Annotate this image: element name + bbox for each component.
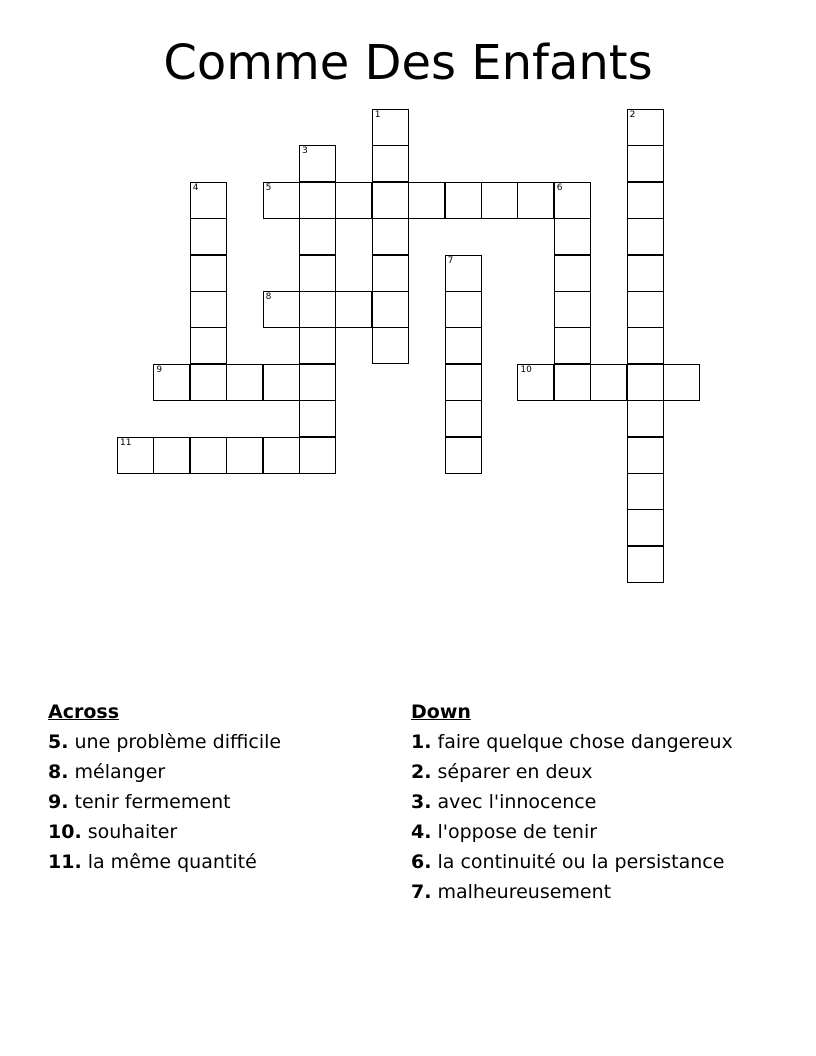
grid-cell[interactable] [226, 364, 263, 401]
puzzle-title: Comme Des Enfants [163, 35, 653, 91]
grid-cell[interactable] [445, 437, 482, 474]
clue-across-10: 10. souhaiter [48, 821, 178, 843]
grid-cell[interactable] [190, 255, 227, 292]
grid-cell[interactable] [372, 182, 409, 219]
grid-cell[interactable] [627, 546, 664, 583]
grid-cell[interactable] [590, 364, 627, 401]
grid-cell[interactable] [372, 327, 409, 364]
grid-cell[interactable] [627, 255, 664, 292]
grid-cell[interactable] [117, 437, 154, 474]
grid-cell[interactable] [663, 364, 700, 401]
clue-down-4: 4. l'oppose de tenir [411, 821, 598, 843]
grid-cell[interactable] [517, 182, 554, 219]
clue-number: 8 [265, 292, 272, 302]
clue-across-11: 11. la même quantité [48, 851, 257, 873]
grid-cell[interactable] [190, 364, 227, 401]
grid-cell[interactable] [190, 437, 227, 474]
grid-cell[interactable] [554, 327, 591, 364]
grid-cell[interactable] [372, 109, 409, 146]
clue-number: 11 [120, 437, 132, 448]
grid-cell[interactable] [153, 437, 190, 474]
grid-cell[interactable] [190, 182, 227, 219]
grid-cell[interactable] [299, 364, 336, 401]
grid-cell[interactable] [372, 145, 409, 182]
grid-cell[interactable] [554, 291, 591, 328]
grid-cell[interactable] [445, 364, 482, 401]
down-clues [411, 700, 741, 910]
clue-number: 3 [302, 146, 308, 157]
grid-cell[interactable] [299, 327, 336, 364]
clue-number: 2 [629, 110, 636, 120]
clue-down-7: 7. malheureusement [411, 881, 612, 903]
grid-cell[interactable] [627, 291, 664, 328]
clue-number: 7 [447, 255, 454, 266]
across-clues [48, 700, 388, 880]
grid-cell[interactable] [627, 364, 664, 401]
clue-across-8: 8. mélanger [48, 761, 166, 783]
grid-cell[interactable] [627, 182, 664, 219]
grid-cell[interactable] [445, 400, 482, 437]
clue-down-1: 1. faire quelque chose dangereux [411, 731, 733, 753]
grid-cell[interactable] [372, 255, 409, 292]
clue-number: 1 [374, 110, 381, 120]
clue-across-9: 9. tenir fermement [48, 791, 231, 813]
grid-cell[interactable] [627, 109, 664, 146]
grid-cell[interactable] [627, 400, 664, 437]
clue-number: 4 [192, 182, 199, 193]
grid-cell[interactable] [263, 364, 300, 401]
grid-cell[interactable] [299, 437, 336, 474]
grid-cell[interactable] [627, 327, 664, 364]
grid-cell[interactable] [190, 218, 227, 255]
grid-cell[interactable] [190, 327, 227, 364]
down-heading: Down [411, 701, 471, 723]
clue-number: 5 [265, 182, 272, 193]
grid-cell[interactable] [263, 182, 300, 219]
grid-cell[interactable] [299, 400, 336, 437]
grid-cell[interactable] [445, 255, 482, 292]
grid-cell[interactable] [445, 291, 482, 328]
grid-cell[interactable] [190, 291, 227, 328]
grid-cell[interactable] [445, 327, 482, 364]
across-heading: Across [48, 701, 120, 723]
grid-cell[interactable] [263, 291, 300, 328]
grid-cell[interactable] [153, 364, 190, 401]
clue-number: 9 [156, 364, 163, 375]
grid-cell[interactable] [335, 291, 372, 328]
grid-cell[interactable] [517, 364, 554, 401]
clue-across-5: 5. une problème difficile [48, 731, 282, 753]
grid-cell[interactable] [299, 145, 336, 182]
grid-cell[interactable] [554, 218, 591, 255]
grid-cell[interactable] [335, 182, 372, 219]
grid-cell[interactable] [481, 182, 518, 219]
grid-cell[interactable] [226, 437, 263, 474]
grid-cell[interactable] [627, 473, 664, 510]
grid-cell[interactable] [372, 291, 409, 328]
grid-cell[interactable] [554, 364, 591, 401]
grid-cell[interactable] [299, 255, 336, 292]
clue-number: 10 [520, 364, 532, 375]
grid-cell[interactable] [627, 218, 664, 255]
clue-down-3: 3. avec l'innocence [411, 791, 597, 813]
grid-cell[interactable] [372, 218, 409, 255]
grid-cell[interactable] [627, 145, 664, 182]
grid-cell[interactable] [299, 182, 336, 219]
grid-cell[interactable] [408, 182, 445, 219]
clue-down-6: 6. la continuité ou la persistance [411, 851, 725, 873]
clue-number: 6 [556, 182, 563, 193]
grid-cell[interactable] [445, 182, 482, 219]
grid-cell[interactable] [299, 218, 336, 255]
clue-down-2: 2. séparer en deux [411, 761, 593, 783]
grid-cell[interactable] [627, 437, 664, 474]
grid-cell[interactable] [554, 182, 591, 219]
grid-cell[interactable] [299, 291, 336, 328]
grid-cell[interactable] [554, 255, 591, 292]
grid-cell[interactable] [263, 437, 300, 474]
grid-cell[interactable] [627, 509, 664, 546]
